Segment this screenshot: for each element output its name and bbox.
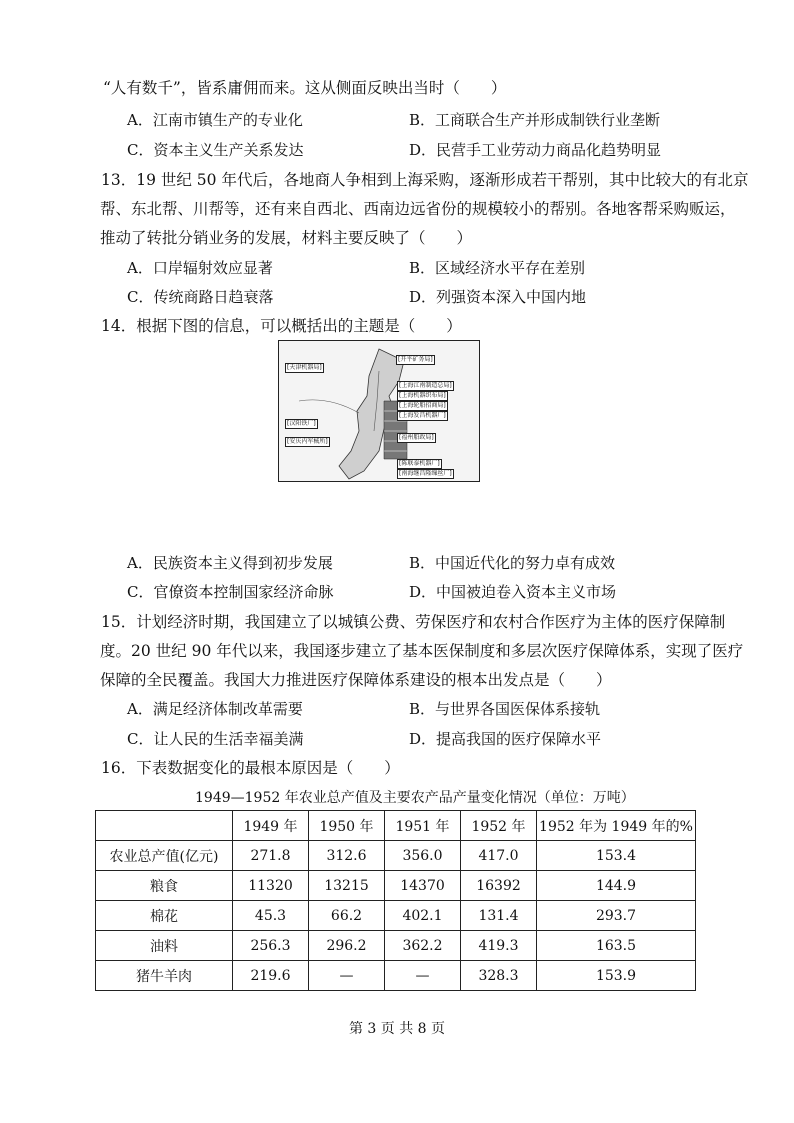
table-cell: 45.3 xyxy=(233,901,309,931)
q15-option-d[interactable]: D．提高我国的医疗保障水平 xyxy=(409,730,602,748)
table-header-cell xyxy=(96,811,233,841)
table-row xyxy=(96,871,696,901)
page-footer: 第 3 页 共 8 页 xyxy=(348,1021,446,1037)
q14-option-d[interactable]: D．中国被迫卷入资本主义市场 xyxy=(409,583,617,601)
table-cell: 153.9 xyxy=(537,961,696,991)
table-cell: 66.2 xyxy=(309,901,385,931)
table-cell: 417.0 xyxy=(461,841,537,871)
table-cell: 11320 xyxy=(233,871,309,901)
table-header-row xyxy=(96,811,696,841)
map-label-tianjin: [天津机器局] xyxy=(287,364,322,371)
q15-option-b[interactable]: B．与世界各国医保体系接轨 xyxy=(409,700,601,718)
table-cell: 256.3 xyxy=(233,931,309,961)
table-cell: 293.7 xyxy=(537,901,696,931)
q15-option-a[interactable]: A．满足经济体制改革需要 xyxy=(127,700,303,718)
q12-option-d[interactable]: D．民营手工业劳动力商品化趋势明显 xyxy=(409,141,662,159)
map-label-zhaoshang: [上海轮船招商局] xyxy=(399,402,446,409)
table-cell: — xyxy=(385,961,461,991)
table-cell: 219.6 xyxy=(233,961,309,991)
table-cell: 油料 xyxy=(96,931,233,961)
q12-stem-tail: “人有数千”，皆系庸佣而来。这从侧面反映出当时（ ） xyxy=(103,79,507,97)
q16-table-title: 1949—1952 年农业总产值及主要农产品产量变化情况（单位：万吨） xyxy=(195,790,635,806)
table-cell: 14370 xyxy=(385,871,461,901)
map-label-fachang: [上海发昌机器厂] xyxy=(399,412,446,419)
table-cell: — xyxy=(309,961,385,991)
table-cell: 131.4 xyxy=(461,901,537,931)
table-row xyxy=(96,931,696,961)
q13-option-d[interactable]: D．列强资本深入中国内地 xyxy=(409,288,587,306)
q14-stem: 14．根据下图的信息，可以概括出的主题是（ ） xyxy=(101,317,462,335)
table-cell: 402.1 xyxy=(385,901,461,931)
table-cell: 144.9 xyxy=(537,871,696,901)
table-row xyxy=(96,901,696,931)
map-label-fuzhou: [福州船政局] xyxy=(399,434,434,441)
table-header-cell: 1950 年 xyxy=(309,811,385,841)
table-cell: 163.5 xyxy=(537,931,696,961)
table-cell: 328.3 xyxy=(461,961,537,991)
table-cell: 13215 xyxy=(309,871,385,901)
q16-stem: 16．下表数据变化的最根本原因是（ ） xyxy=(101,759,400,777)
q13-option-b[interactable]: B．区域经济水平存在差别 xyxy=(409,259,586,277)
q14-option-c[interactable]: C．官僚资本控制国家经济命脉 xyxy=(127,583,334,601)
q14-option-b[interactable]: B．中国近代化的努力卓有成效 xyxy=(409,554,616,572)
table-cell: 粮食 xyxy=(96,871,233,901)
table-row xyxy=(96,961,696,991)
q13-stem-line-2: 帮、东北帮、川帮等，还有来自西北、西南边远省份的规模较小的帮别。各地客帮采购贩运， xyxy=(100,200,736,218)
q15-stem-line-3: 保障的全民覆盖。我国大力推进医疗保障体系建设的根本出发点是（ ） xyxy=(100,671,612,689)
agriculture-output-table xyxy=(95,810,696,991)
table-cell: 农业总产值(亿元) xyxy=(96,841,233,871)
table-header-cell: 1951 年 xyxy=(385,811,461,841)
table-cell: 棉花 xyxy=(96,901,233,931)
map-label-hanyang: [汉阳铁厂] xyxy=(287,420,316,427)
map-label-jichanglong: [南海继昌隆缫丝厂] xyxy=(399,470,452,477)
table-cell: 356.0 xyxy=(385,841,461,871)
table-cell: 312.6 xyxy=(309,841,385,871)
q12-option-c[interactable]: C．资本主义生产关系发达 xyxy=(127,141,304,159)
q14-option-a[interactable]: A．民族资本主义得到初步发展 xyxy=(127,554,333,572)
table-header-cell: 1952 年为 1949 年的% xyxy=(537,811,696,841)
q12-option-b[interactable]: B．工商联合生产并形成制铁行业垄断 xyxy=(409,111,661,129)
industry-map-figure xyxy=(278,340,480,482)
map-label-chenliantai: [陈联泰机器厂] xyxy=(399,460,440,467)
map-drawing xyxy=(279,341,479,481)
q13-option-a[interactable]: A．口岸辐射效应显著 xyxy=(127,259,273,277)
map-label-kaiping: [开平矿务局] xyxy=(398,356,433,363)
table-cell: 296.2 xyxy=(309,931,385,961)
table-header-cell: 1949 年 xyxy=(233,811,309,841)
q13-option-c[interactable]: C．传统商路日趋衰落 xyxy=(127,288,274,306)
map-label-zhibu: [上海机器织布局] xyxy=(399,392,446,399)
q15-stem-line-1: 15．计划经济时期，我国建立了以城镇公费、劳保医疗和农村合作医疗为主体的医疗保障制 xyxy=(101,613,726,631)
table-cell: 16392 xyxy=(461,871,537,901)
table-header-cell: 1952 年 xyxy=(461,811,537,841)
table-cell: 271.8 xyxy=(233,841,309,871)
table-cell: 153.4 xyxy=(537,841,696,871)
q13-stem-line-1: 13．19 世纪 50 年代后，各地商人争相到上海采购，逐渐形成若干帮别，其中比较大的有北京 xyxy=(101,171,749,189)
map-label-anqing: [安庆内军械所] xyxy=(287,438,328,445)
table-row xyxy=(96,841,696,871)
q15-option-c[interactable]: C．让人民的生活幸福美满 xyxy=(127,730,304,748)
q12-option-a[interactable]: A．江南市镇生产的专业化 xyxy=(127,111,303,129)
table-cell: 362.2 xyxy=(385,931,461,961)
q13-stem-line-3: 推动了转批分销业务的发展，材料主要反映了（ ） xyxy=(100,229,473,247)
table-cell: 猪牛羊肉 xyxy=(96,961,233,991)
map-label-jiangnan: [上海江南制造总局] xyxy=(399,382,452,389)
q15-stem-line-2: 度。20 世纪 90 年代以来，我国逐步建立了基本医保制度和多层次医疗保障体系，实现了医疗 xyxy=(100,642,744,660)
table-cell: 419.3 xyxy=(461,931,537,961)
